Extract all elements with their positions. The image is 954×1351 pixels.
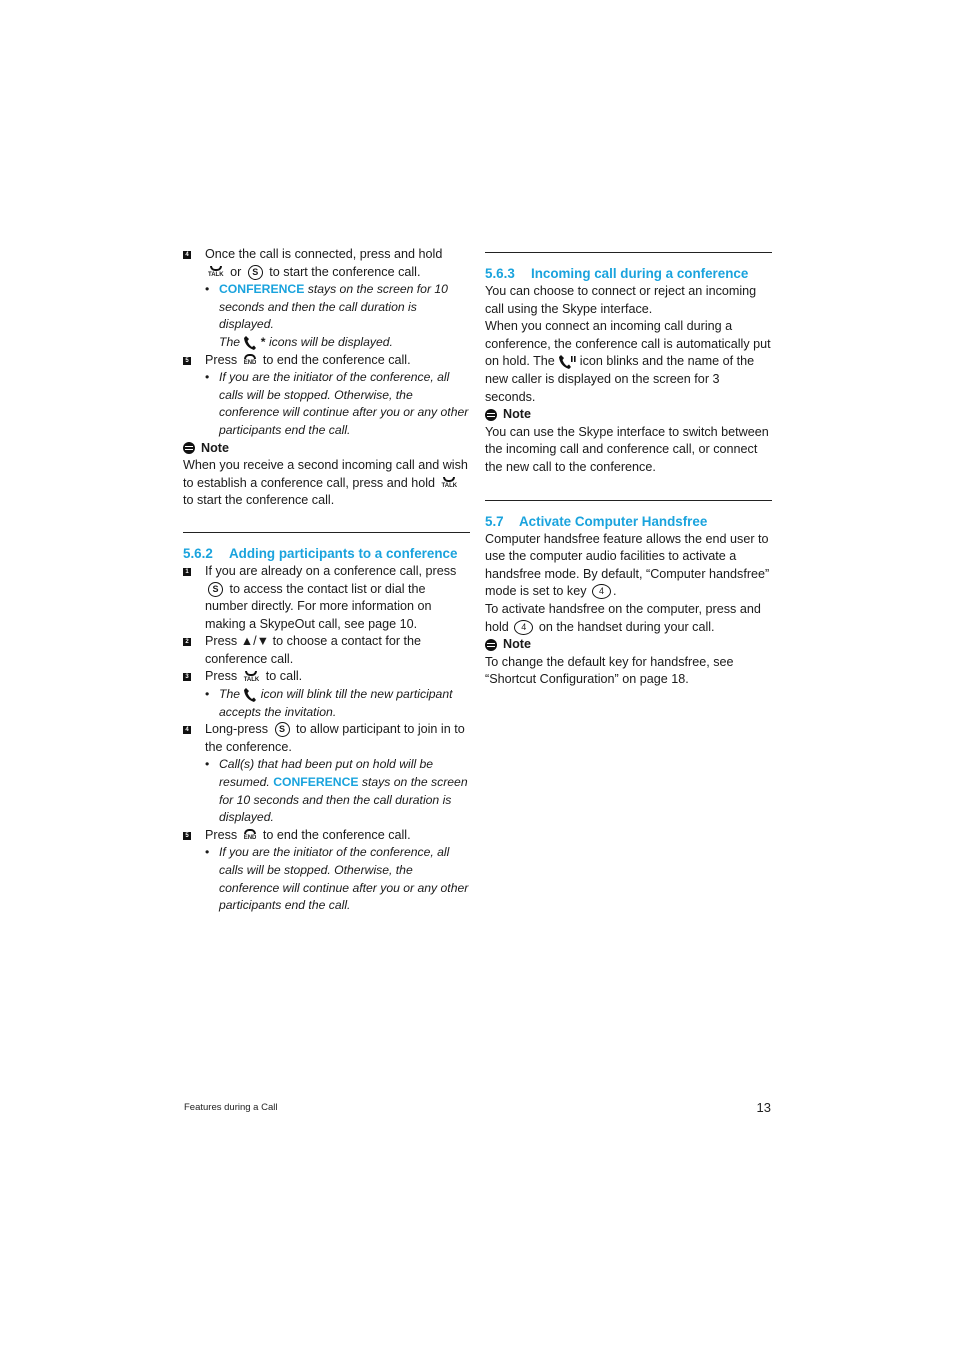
step-number: 5 — [183, 357, 191, 365]
handset-icon — [243, 687, 257, 703]
step-2: 2 Press ▲/▼ to choose a contact for the conference call. — [183, 633, 470, 668]
bullet: • Call(s) that had been put on hold will be resumed. CONFERENCE stays on the screen for 10 seconds and then the call duration is displayed. — [205, 757, 468, 825]
talk-key-icon: TALK — [244, 671, 260, 683]
step-4b: 4 Long-press S to allow participant to join in to the conference. — [183, 721, 470, 756]
skype-key-icon: S — [275, 722, 290, 737]
key-4-icon: 4 — [514, 620, 533, 635]
section-heading-5-6-2: 5.6.2 Adding participants to a conference — [183, 545, 458, 561]
paragraph: To activate handsfree on the computer, press and hold 4 on the handset during your call. — [485, 601, 761, 634]
note-body: When you receive a second incoming call and wish to establish a conference call, press and hold TALK to start the conference call. — [183, 458, 468, 508]
step-number: 2 — [183, 638, 191, 646]
step-3: 3 Press TALK to call. — [183, 668, 470, 686]
star-icon: * — [260, 334, 266, 349]
step-number: 1 — [183, 568, 191, 576]
note-icon — [485, 409, 497, 421]
note-heading: Note — [485, 406, 772, 424]
bullet: • CONFERENCE stays on the screen for 10 seconds and then the call duration is displayed. The * icons will be displayed. — [205, 282, 448, 349]
paragraph: When you connect an incoming call during a conference, the conference call is automatically put on hold. The icon blinks and the name of the new caller is displayed on the screen for 3 seconds. — [485, 319, 771, 404]
step-number: 4 — [183, 251, 191, 259]
step-number: 4 — [183, 726, 191, 734]
bullet: • If you are the initiator of the conference, all calls will be stopped. Otherwise, the conference will continue after you or any other participants end the call. — [205, 370, 469, 437]
step-4: 4 Once the call is connected, press and hold TALK or S to start the conference call. — [183, 246, 470, 281]
end-key-icon: END — [244, 829, 257, 841]
up-down-arrows: ▲/▼ — [240, 634, 270, 649]
end-key-icon: END — [244, 354, 257, 366]
footer-section-title: Features during a Call — [184, 1102, 278, 1113]
talk-key-icon: TALK — [442, 477, 458, 489]
bullet: • If you are the initiator of the conference, all calls will be stopped. Otherwise, the conference will continue after you or any other participants end the call. — [205, 845, 469, 913]
section-heading-5-7: 5.7 Activate Computer Handsfree — [485, 513, 708, 529]
skype-key-icon: S — [208, 582, 223, 597]
talk-key-icon: TALK — [208, 266, 224, 278]
hold-icon — [558, 354, 576, 370]
paragraph: You can choose to connect or reject an incoming call using the Skype interface. — [485, 284, 757, 316]
note-icon — [485, 639, 497, 651]
skype-key-icon: S — [248, 265, 263, 280]
note-heading: Note — [183, 440, 470, 458]
handset-icon — [243, 335, 257, 351]
note-heading: Note — [485, 636, 772, 654]
key-4-icon: 4 — [592, 584, 611, 599]
conference-keyword: CONFERENCE — [219, 282, 305, 297]
right-column — [485, 252, 772, 689]
step-1: 1 If you are already on a conference call, press S to access the contact list or dial the number directly. For more information on making a SkypeOut call, see page 10. — [183, 563, 470, 633]
page-number: 13 — [756, 1100, 771, 1115]
note-body: To change the default key for handsfree, see “Shortcut Configuration” on page 18. — [485, 654, 734, 687]
section-heading-5-6-3: 5.6.3 Incoming call during a conference — [485, 266, 749, 281]
note-icon — [183, 442, 195, 454]
step-5: 5 Press END to end the conference call. — [183, 352, 470, 370]
step-5b: 5 Press END to end the conference call. — [183, 827, 470, 845]
bullet: • The icon will blink till the new participant accepts the invitation. — [205, 687, 453, 719]
left-column — [183, 246, 470, 915]
conference-keyword: CONFERENCE — [273, 775, 359, 790]
paragraph: Computer handsfree feature allows the end user to use the computer audio facilities to activate a handsfree mode. By default, “Computer handsfree” mode is set to key 4 . — [485, 531, 770, 599]
note-body: You can use the Skype interface to switch between the incoming call and conference call, or connect the new call to the conference. — [485, 424, 769, 474]
step-number: 3 — [183, 673, 191, 681]
step-number: 5 — [183, 832, 191, 840]
